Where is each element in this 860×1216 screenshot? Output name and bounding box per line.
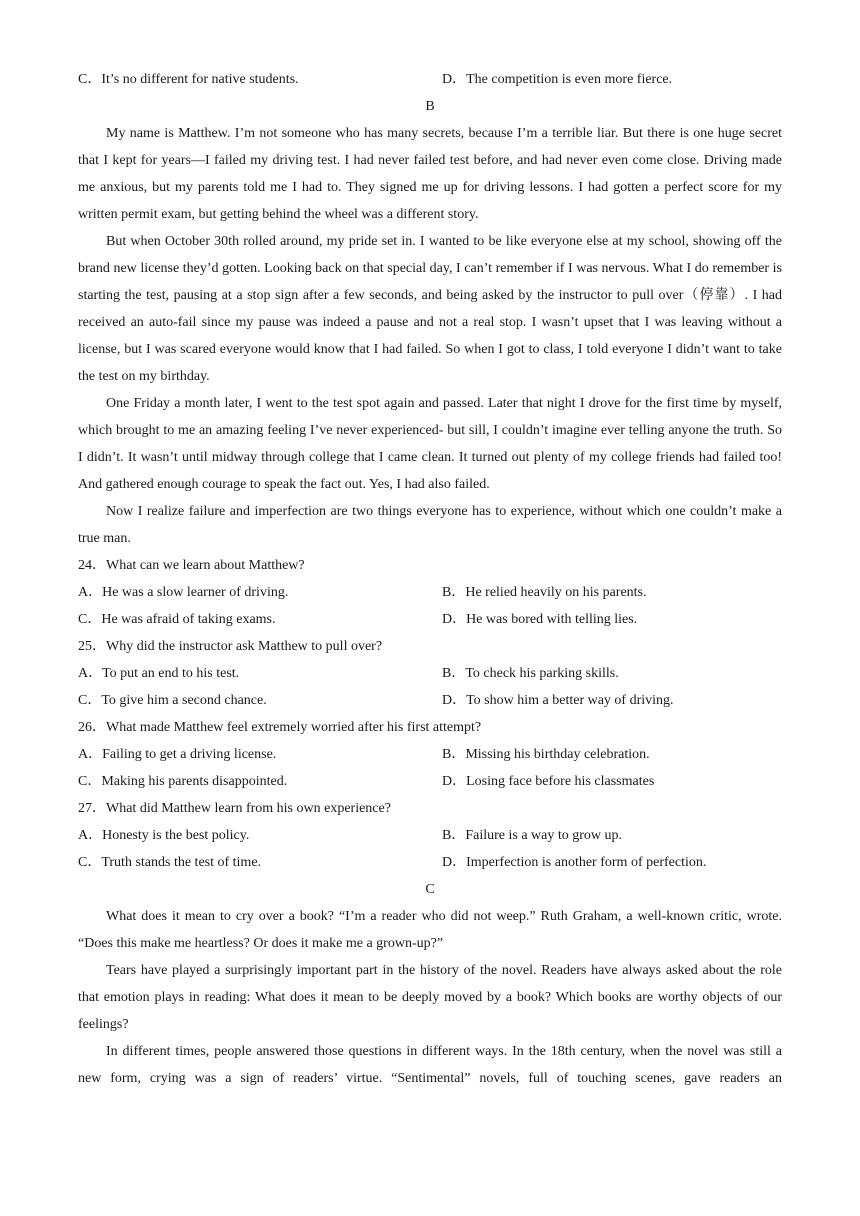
question-stem: 27．What did Matthew learn from his own experience?	[78, 801, 391, 816]
options-ab	[78, 822, 782, 849]
question-25	[78, 633, 782, 714]
option-d[interactable]: D．To show him a better way of driving.	[442, 693, 674, 708]
passage-c-paragraph-1: What does it mean to cry over a book? “I’m a reader who did not weep.” Ruth Graham, a well-known critic, wrote. “Does this make me heartless? Or does it make me a grown-up?”	[78, 909, 782, 951]
passage-b-paragraph-3: One Friday a month later, I went to the test spot again and passed. Later that night I drove for the first time by myself, which brought to me an amazing feeling I’ve never experienced- but sill, I couldn’t imagine ever telling anyone the truth. So I didn’t. It wasn’t until midway through college that I came clean. It turned out plenty of my college friends had failed too! And gathered enough courage to speak the fact out. Yes, I had also failed.	[78, 396, 782, 492]
question-24	[78, 552, 782, 633]
option-c[interactable]: C．He was afraid of taking exams.	[78, 612, 276, 627]
question-stem: 26．What made Matthew feel extremely worried after his first attempt?	[78, 720, 482, 735]
option-b[interactable]: B．To check his parking skills.	[442, 666, 619, 681]
option-a[interactable]: A．Honesty is the best policy.	[78, 828, 250, 843]
option-b[interactable]: B．Failure is a way to grow up.	[442, 828, 623, 843]
passage-b-paragraph-1: My name is Matthew. I’m not someone who has many secrets, because I’m a terrible liar. But there is one huge secret that I kept for years—I failed my driving test. I had never failed test before, and had never even come close. Driving made me anxious, but my parents told me I had to. They signed me up for driving lessons. I had gotten a perfect score for my written permit exam, but getting behind the wheel was a different story.	[78, 126, 782, 222]
passage-b-paragraph-2: But when October 30th rolled around, my pride set in. I wanted to be like everyone else at my school, showing off the brand new license they’d gotten. Looking back on that special day, I can’t remember if I was nervous. What I do remember is starting the test, pausing at a stop sign after a few seconds, and being asked by the instructor to pull over（停靠）. I had received an auto-fail since my pause was indeed a pause and not a real stop. I wasn’t upset that I was leaving without a license, but I was scared everyone would know that I had failed. So when I got to class, I told everyone I didn’t want to take the test on my birthday.	[78, 234, 782, 384]
option-b[interactable]: B．He relied heavily on his parents.	[442, 585, 647, 600]
options-cd	[78, 849, 782, 876]
option-d[interactable]: D．Imperfection is another form of perfection.	[442, 855, 707, 870]
options-ab	[78, 660, 782, 687]
option-d[interactable]: D．He was bored with telling lies.	[442, 612, 638, 627]
option-d[interactable]: D．Losing face before his classmates	[442, 774, 655, 789]
passage-b-paragraph-4: Now I realize failure and imperfection are two things everyone has to experience, without which one couldn’t make a true man.	[78, 504, 782, 546]
option-a[interactable]: A．Failing to get a driving license.	[78, 747, 277, 762]
option-c[interactable]: C．Truth stands the test of time.	[78, 855, 262, 870]
exam-page	[78, 66, 782, 1092]
passage-b	[78, 120, 782, 552]
options-ab	[78, 579, 782, 606]
section-b-heading: B	[425, 99, 435, 114]
passage-c	[78, 903, 782, 1092]
options-cd	[78, 606, 782, 633]
option-a[interactable]: A．To put an end to his test.	[78, 666, 240, 681]
section-c-heading: C	[425, 882, 435, 897]
option-b[interactable]: B．Missing his birthday celebration.	[442, 747, 650, 762]
options-ab	[78, 741, 782, 768]
options-cd	[78, 687, 782, 714]
options-cd	[78, 768, 782, 795]
option-a[interactable]: A．He was a slow learner of driving.	[78, 585, 289, 600]
question-27	[78, 795, 782, 876]
prev-question-options-cd	[78, 66, 782, 93]
question-stem: 25．Why did the instructor ask Matthew to pull over?	[78, 639, 383, 654]
question-26	[78, 714, 782, 795]
passage-c-paragraph-3: In different times, people answered those questions in different ways. In the 18th century, when the novel was still a new form, crying was a sign of readers’ virtue. “Sentimental” novels, full of touching scenes, gave readers an	[78, 1044, 782, 1086]
option-d: D．The competition is even more fierce.	[442, 72, 673, 87]
option-c[interactable]: C．Making his parents disappointed.	[78, 774, 288, 789]
option-c[interactable]: C．To give him a second chance.	[78, 693, 267, 708]
option-c: C．It’s no different for native students.	[78, 72, 299, 87]
question-stem: 24．What can we learn about Matthew?	[78, 558, 305, 573]
passage-c-paragraph-2: Tears have played a surprisingly important part in the history of the novel. Readers have always asked about the role that emotion plays in reading: What does it mean to be deeply moved by a book? Which books are worthy objects of our feelings?	[78, 963, 782, 1032]
